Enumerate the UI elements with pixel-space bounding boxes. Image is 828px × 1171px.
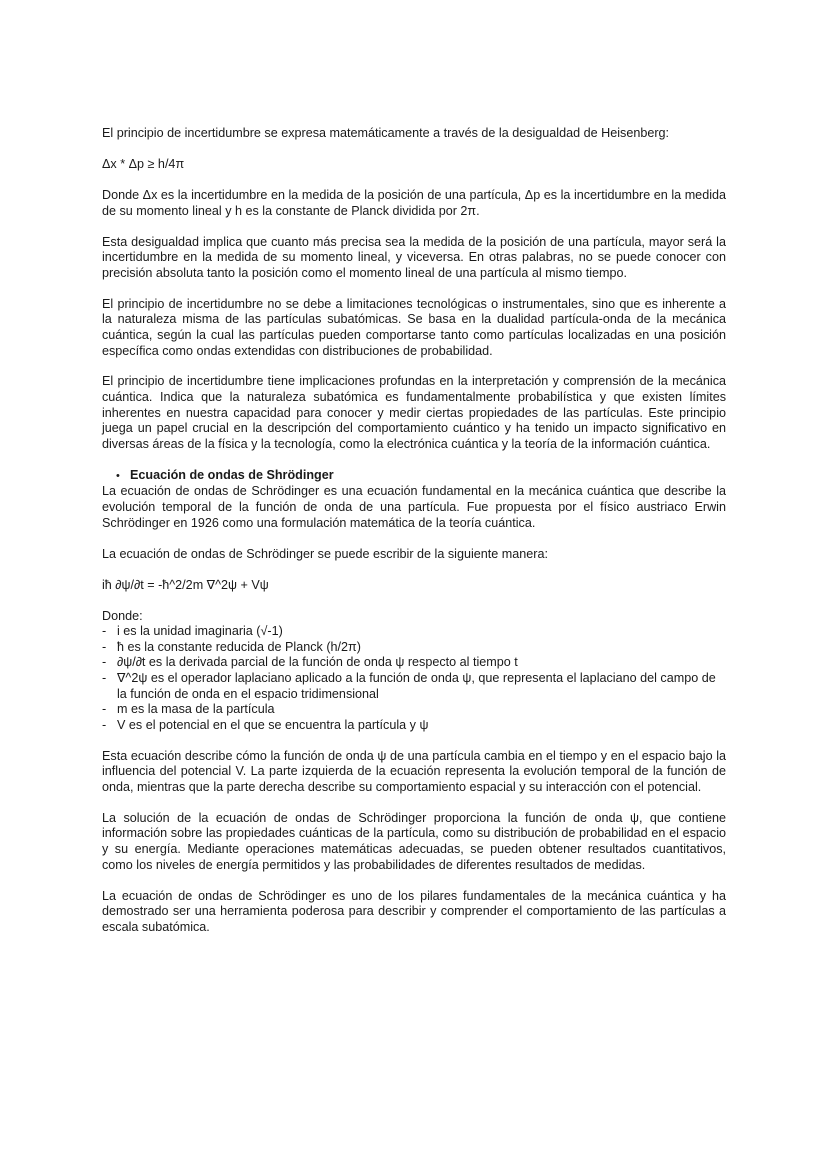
dash-bullet: -	[102, 639, 107, 654]
paragraph-equation-solution: La solución de la ecuación de ondas de Schrödinger proporciona la función de onda ψ, que contiene información sobre las propiedades cuánticas de la partícula, como su distribución de probabilidad en el espacio y su energía. Mediante operaciones matemáticas adecuadas, se pueden obtener resultados cuantitativos, como los niveles de energía permitidos y las probabilidades de diferentes resultados de medidas.	[102, 810, 726, 872]
definitions-title: Donde:	[102, 608, 143, 623]
list-item-text: ∇^2ψ es el operador laplaciano aplicado a la función de onda ψ, que representa el laplaciano del campo de la función de onda en el espacio tridimensional	[117, 670, 716, 701]
paragraph-uncertainty-nature: El principio de incertidumbre no se debe a limitaciones tecnológicas o instrumentales, sino que es inherente a la naturaleza misma de las partículas subatómicas. Se basa en la dualidad partícula-onda de la mecánica cuántica, según la cual las partículas pueden comportarse tanto como partículas localizadas en una posición específica como ondas extendidas con distribuciones de probabilidad.	[102, 296, 726, 358]
formula-schrodinger: iħ ∂ψ/∂t = -ħ^2/2m ∇^2ψ + Vψ	[102, 577, 269, 592]
dash-bullet: -	[102, 670, 107, 685]
definitions-list	[102, 624, 726, 733]
dash-bullet: -	[102, 655, 107, 670]
list-item-text: ħ es la constante reducida de Planck (h/2π)	[117, 639, 361, 654]
list-item-text: ∂ψ/∂t es la derivada parcial de la función de onda ψ respecto al tiempo t	[117, 655, 518, 670]
bullet-icon: •	[116, 469, 120, 482]
paragraph-schrodinger-intro: La ecuación de ondas de Schrödinger es una ecuación fundamental en la mecánica cuántica que describe la evolución temporal de la función de onda de una partícula. Fue propuesta por el físico austriaco Erwin Schrödinger en 1926 como una formulación matemática de la teoría cuántica.	[102, 484, 726, 530]
section-heading: Ecuación de ondas de Shrödinger	[130, 467, 334, 482]
list-item-text: m es la masa de la partícula	[117, 702, 275, 717]
paragraph-schrodinger-form: La ecuación de ondas de Schrödinger se puede escribir de la siguiente manera:	[102, 546, 548, 561]
list-item	[102, 624, 726, 640]
section-heading-row	[102, 468, 726, 485]
formula-uncertainty: Δx * Δp ≥ h/4π	[102, 156, 185, 171]
paragraph-uncertainty-definition: Donde Δx es la incertidumbre en la medida de la posición de una partícula, Δp es la incertidumbre en la medida de su momento lineal y h es la constante de Planck dividida por 2π.	[102, 187, 726, 218]
list-item	[102, 718, 726, 734]
document-page	[102, 126, 726, 951]
paragraph-uncertainty-implication: Esta desigualdad implica que cuanto más precisa sea la medida de la posición de una partícula, mayor será la incertidumbre en la medida de su momento lineal, y viceversa. En otras palabras, no se puede conocer con precisión absoluta tanto la posición como el momento lineal de una partícula al mismo tiempo.	[102, 234, 726, 280]
dash-bullet: -	[102, 702, 107, 717]
paragraph-equation-description: Esta ecuación describe cómo la función de onda ψ de una partícula cambia en el tiempo y en el espacio bajo la influencia del potencial V. La parte izquierda de la ecuación representa la evolución temporal de la función de onda, mientras que la parte derecha describe su comportamiento espacial y su interacción con el potencial.	[102, 748, 726, 794]
list-item	[102, 671, 726, 702]
paragraph-heisenberg-intro: El principio de incertidumbre se expresa matemáticamente a través de la desigualdad de Heisenberg:	[102, 126, 670, 140]
list-item-text: V es el potencial en el que se encuentra la partícula y ψ	[117, 717, 429, 732]
dash-bullet: -	[102, 717, 107, 732]
list-item	[102, 640, 726, 656]
dash-bullet: -	[102, 624, 107, 639]
list-item	[102, 655, 726, 671]
paragraph-uncertainty-consequences: El principio de incertidumbre tiene implicaciones profundas en la interpretación y comprensión de la mecánica cuántica. Indica que la naturaleza subatómica es fundamentalmente probabilística y que existen límites inherentes en nuestra capacidad para conocer y medir ciertas propiedades de las partículas. Este principio juega un papel crucial en la descripción del comportamiento cuántico y ha tenido un impacto significativo en diversas áreas de la física y la tecnología, como la electrónica cuántica y la teoría de la información cuántica.	[102, 374, 726, 451]
paragraph-equation-importance: La ecuación de ondas de Schrödinger es uno de los pilares fundamentales de la mecánica cuántica y ha demostrado ser una herramienta poderosa para describir y comprender el comportamiento de las partículas a escala subatómica.	[102, 888, 726, 934]
list-item	[102, 702, 726, 718]
list-item-text: i es la unidad imaginaria (√-1)	[117, 624, 283, 639]
